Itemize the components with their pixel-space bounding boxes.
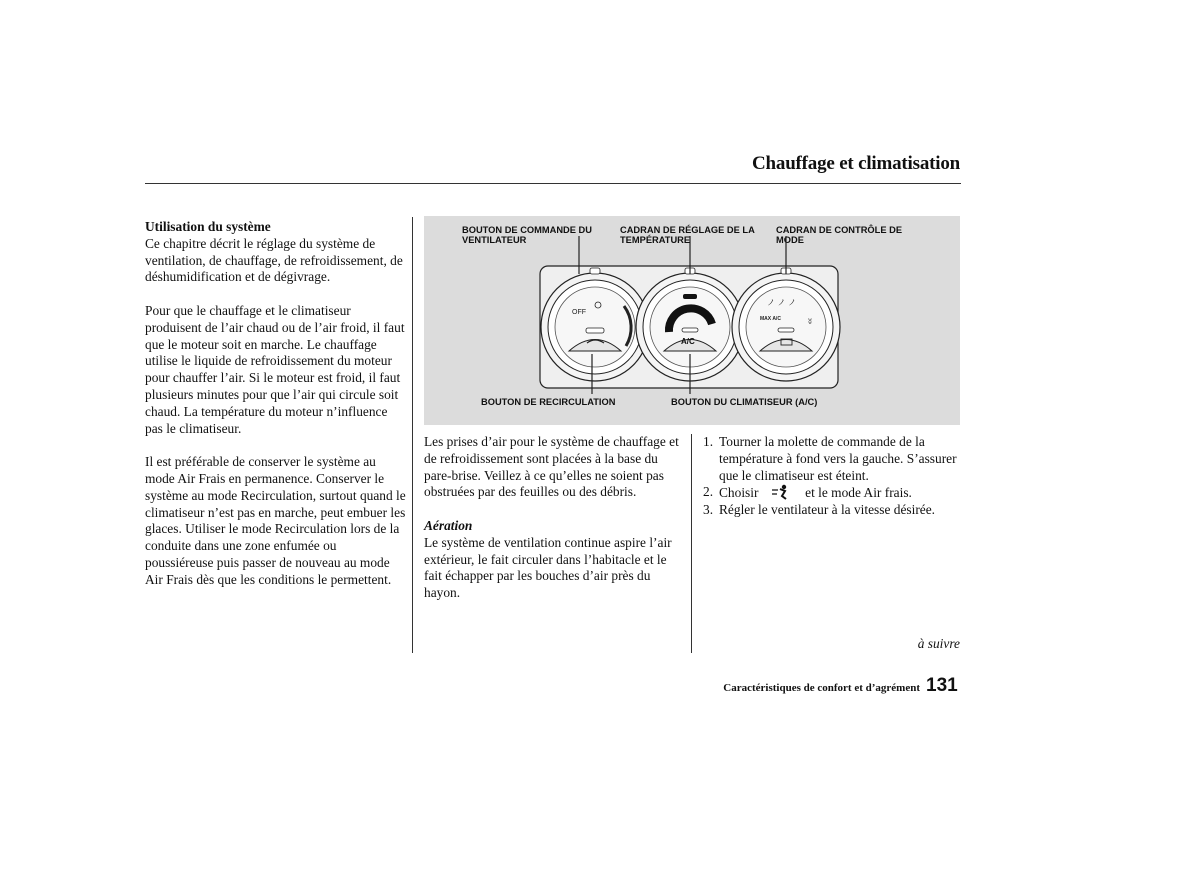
- step-2: 2. Choisir et le mode Air frais.: [703, 484, 912, 501]
- page-number: 131: [926, 675, 958, 696]
- section-heading: Utilisation du système: [145, 219, 271, 234]
- label-mode-dial: CADRAN DE CONTRÔLE DE MODE: [776, 225, 903, 245]
- max-ac-label: MAX A/C: [760, 316, 781, 322]
- label-fan-button: BOUTON DE COMMANDE DU VENTILATEUR: [462, 225, 592, 245]
- mode-icons: ノ ノ ノ: [767, 298, 797, 307]
- label-ac-button: BOUTON DU CLIMATISEUR (A/C): [671, 397, 818, 407]
- intake-paragraph: Les prises d’air pour le système de chauffage et de refroidissement sont placées à la base du pare-brise. Veillez à ce qu’elles ne soient pas obstruées par des feuilles ou des débris.: [424, 434, 679, 500]
- label-recirculation-button: BOUTON DE RECIRCULATION: [481, 397, 616, 407]
- column-divider-left: [412, 217, 413, 653]
- paragraph-2: Pour que le chauffage et le climatiseur produisent de l’air chaud ou de l’air froid, il faut que le moteur soit en marche. Le chauffage utilise le liquide de refroidissement du moteur pour chauffer l’air. Si le moteur est froid, il faut plusieurs minutes pour que l’air qui circule soit chaud. La température du moteur n’influence pas le climatiseur.: [145, 302, 405, 436]
- footer-section: Caractéristiques de confort et d’agrément: [723, 682, 920, 694]
- column-divider-right: [691, 434, 692, 653]
- paragraph-3: Il est préférable de conserver le système au mode Air Frais en permanence. Conserver le système au mode Recirculation, surtout quand le climatiseur n’est pas en marche, peut embuer les glaces. Utiliser le mode Recirculation lors de la conduite dans une zone enfumée ou poussiéreuse puis passer de nouveau au mode Air Frais dès que les conditions le permettent.: [145, 454, 406, 587]
- fan-off-label: OFF: [572, 309, 586, 316]
- right-column: [703, 434, 961, 519]
- left-column: [145, 219, 407, 605]
- page-title: Chauffage et climatisation: [752, 153, 960, 174]
- ac-label: A/C: [681, 337, 695, 346]
- step-1: 1. Tourner la molette de commande de la température à fond vers la gauche. S’assurer que le climatiseur est éteint.: [703, 434, 957, 483]
- paragraph-1: Ce chapitre décrit le réglage du système de ventilation, de chauffage, de refroidissement, de déshumidification et de dégivrage.: [145, 235, 403, 285]
- step-3: 3. Régler le ventilateur à la vitesse désirée.: [703, 502, 936, 518]
- fresh-air-icon: [768, 484, 796, 500]
- ventilation-paragraph: Le système de ventilation continue aspire l’air extérieur, le fait circuler dans l’habitacle et le fait échapper par les bouches d’air près du hayon.: [424, 534, 672, 601]
- control-panel-drawing: [424, 216, 960, 425]
- header-rule: [145, 183, 961, 184]
- ventilation-subheading: Aération: [424, 517, 473, 533]
- label-temperature-dial: CADRAN DE RÉGLAGE DE LA TEMPÉRATURE: [620, 225, 755, 245]
- continued-label: à suivre: [917, 636, 960, 651]
- climate-control-figure: [424, 216, 960, 425]
- defrost-icon: ʬ: [808, 317, 813, 326]
- middle-column: [424, 434, 686, 619]
- steps-list: [703, 434, 961, 519]
